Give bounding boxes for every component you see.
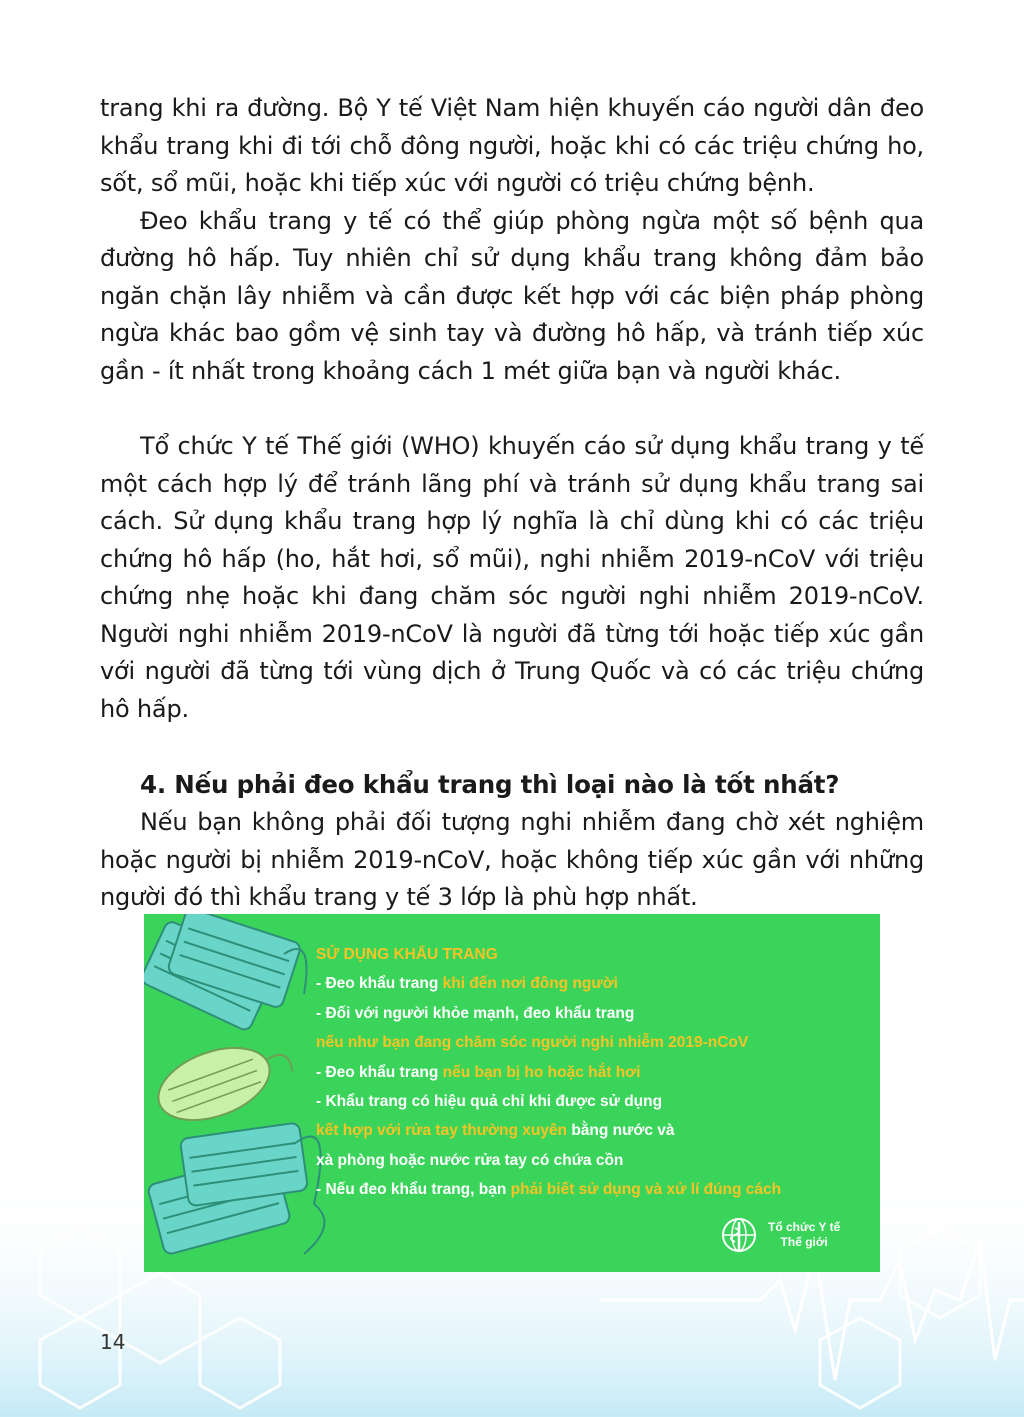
poster-line: - Đối với người khỏe mạnh, đeo khẩu trang <box>316 1004 635 1022</box>
body-paragraph: Đeo khẩu trang y tế có thể giúp phòng ngừa một số bệnh qua đường hô hấp. Tuy nhiên chỉ sử dụng khẩu trang không đảm bảo ngăn chặn lây nhiễm và cần được kết hợp với các biện pháp phòng ngừa khác bao gồm vệ sinh tay và đường hô hấp, và tránh tiếp xúc gần - ít nhất trong khoảng cách 1 mét giữa bạn và người khác. <box>100 206 924 385</box>
poster-line: - Đeo khẩu trang khi đến nơi đông người <box>316 975 618 993</box>
poster-line: - Nếu đeo khẩu trang, bạn phải biết sử dụng và xử lí đúng cách <box>316 1181 782 1199</box>
body-paragraph: trang khi ra đường. Bộ Y tế Việt Nam hiện khuyến cáo người dân đeo khẩu trang khi đi tới chỗ đông người, hoặc khi có các triệu chứng ho, sốt, sổ mũi, hoặc khi tiếp xúc với người có triệu chứng bệnh. <box>100 94 924 197</box>
poster-text <box>316 940 866 1205</box>
poster-line: - Khẩu trang có hiệu quả chỉ khi được sử dụng <box>316 1093 663 1111</box>
poster-line: - Đeo khẩu trang nếu bạn bị ho hoặc hắt hơi <box>316 1063 641 1081</box>
who-logo-block <box>720 1216 840 1254</box>
poster-line: xà phòng hoặc nước rửa tay có chứa cồn <box>316 1151 624 1169</box>
poster-title: SỬ DỤNG KHẨU TRANG <box>316 946 498 963</box>
who-name-line2: Thế giới <box>780 1235 828 1249</box>
poster-line: nếu như bạn đang chăm sóc người nghi nhiễm 2019-nCoV <box>316 1034 749 1052</box>
who-emblem-icon <box>720 1216 758 1254</box>
section-heading: 4. Nếu phải đeo khẩu trang thì loại nào là tốt nhất? <box>140 770 840 799</box>
section-paragraph: Nếu bạn không phải đối tượng nghi nhiễm đang chờ xét nghiệm hoặc người bị nhiễm 2019-nCoV, hoặc không tiếp xúc gần với những người đó thì khẩu trang y tế 3 lớp là phù hợp nhất. <box>100 808 924 911</box>
poster-line: kết hợp với rửa tay thường xuyên bằng nước và <box>316 1122 675 1140</box>
who-name-line1: Tổ chức Y tế <box>768 1220 841 1234</box>
body-paragraph: Tổ chức Y tế Thế giới (WHO) khuyến cáo sử dụng khẩu trang y tế một cách hợp lý để tránh lãng phí và tránh sử dụng khẩu trang sai cách. Sử dụng khẩu trang hợp lý nghĩa là chỉ dùng khi có các triệu chứng hô hấp (ho, hắt hơi, sổ mũi), nghi nhiễm 2019-nCoV với triệu chứng nhẹ hoặc khi đang chăm sóc người nghi nhiễm 2019-nCoV. Người nghi nhiễm 2019-nCoV là người đã từng tới hoặc tiếp xúc gần với người đã từng tới vùng dịch ở Trung Quốc và có các triệu chứng hô hấp. <box>100 432 924 723</box>
mask-usage-poster <box>144 914 880 1272</box>
page-content <box>100 90 924 917</box>
page-number: 14 <box>100 1330 126 1354</box>
